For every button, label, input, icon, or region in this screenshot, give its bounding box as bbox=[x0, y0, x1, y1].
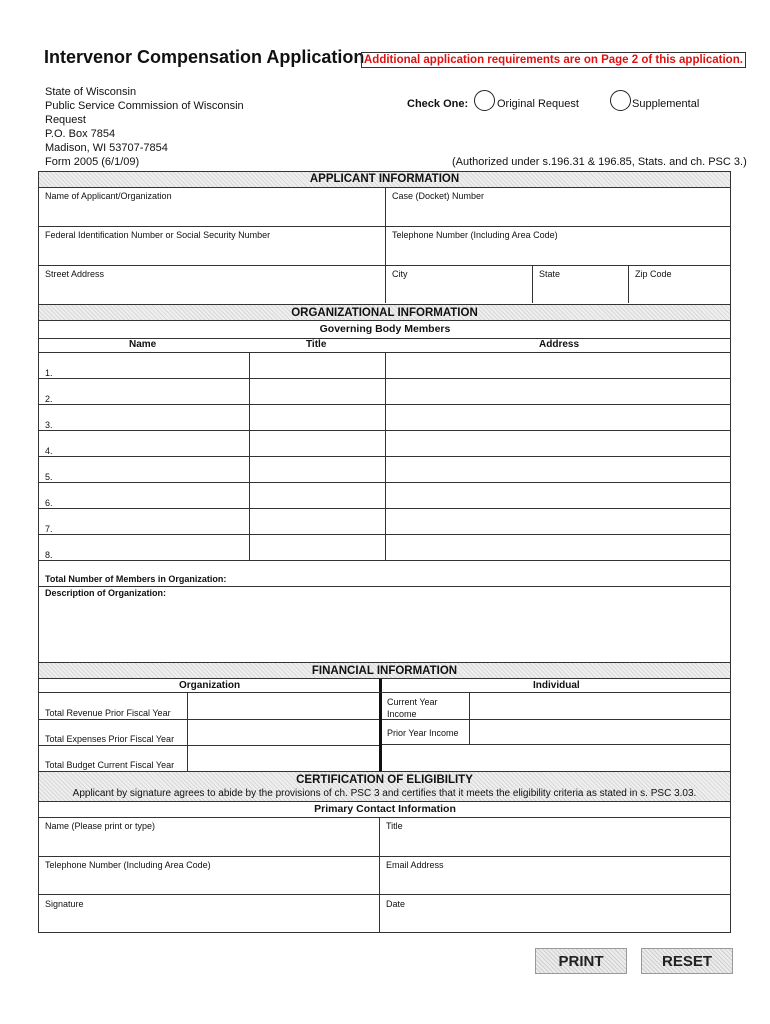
member-row-number: 1. bbox=[45, 368, 53, 378]
organizational-section-header: ORGANIZATIONAL INFORMATION bbox=[39, 304, 730, 321]
zip-code-label: Zip Code bbox=[635, 269, 672, 279]
current-income-label-line: Current Year bbox=[387, 697, 438, 707]
divider bbox=[382, 744, 731, 745]
organization-heading: Organization bbox=[179, 680, 241, 691]
current-income-field[interactable] bbox=[470, 693, 731, 719]
original-request-label: Original Request bbox=[497, 98, 579, 110]
address-line: Request bbox=[45, 114, 86, 126]
contact-title-field[interactable] bbox=[380, 818, 731, 856]
divider bbox=[39, 586, 731, 587]
financial-section-header: FINANCIAL INFORMATION bbox=[39, 662, 730, 679]
address-line: Madison, WI 53707-7854 bbox=[45, 142, 168, 154]
current-income-label-line: Income bbox=[387, 709, 417, 719]
agency-address bbox=[45, 85, 244, 169]
applicant-phone-label: Telephone Number (Including Area Code) bbox=[392, 230, 558, 240]
col-address-header: Address bbox=[539, 339, 580, 350]
expenses-label: Total Expenses Prior Fiscal Year bbox=[45, 734, 175, 744]
individual-heading: Individual bbox=[533, 680, 580, 691]
member-row-number: 7. bbox=[45, 524, 53, 534]
contact-phone-label: Telephone Number (Including Area Code) bbox=[45, 860, 211, 870]
member-row-number: 6. bbox=[45, 498, 53, 508]
applicant-section-header: APPLICANT INFORMATION bbox=[39, 172, 730, 188]
member-title-fields[interactable] bbox=[250, 353, 385, 560]
prior-income-label: Prior Year Income bbox=[387, 728, 459, 738]
budget-field[interactable] bbox=[188, 746, 378, 771]
member-name-fields[interactable] bbox=[39, 353, 249, 560]
reset-button[interactable]: RESET bbox=[641, 948, 733, 974]
print-button[interactable]: PRINT bbox=[535, 948, 627, 974]
state-label: State bbox=[539, 269, 561, 279]
prior-income-field[interactable] bbox=[470, 720, 731, 744]
case-number-label: Case (Docket) Number bbox=[392, 191, 485, 201]
governing-body-heading: Governing Body Members bbox=[319, 323, 451, 335]
divider bbox=[39, 560, 731, 561]
member-row-number: 8. bbox=[45, 550, 53, 560]
supplemental-label: Supplemental bbox=[632, 98, 700, 110]
expenses-field[interactable] bbox=[188, 720, 378, 745]
form-number: Form 2005 (6/1/09) bbox=[45, 156, 140, 168]
contact-name-label: Name (Please print or type) bbox=[45, 821, 156, 831]
street-address-label: Street Address bbox=[45, 269, 105, 279]
contact-email-label: Email Address bbox=[386, 860, 444, 870]
col-name-header: Name bbox=[129, 339, 157, 350]
check-one-label: Check One: bbox=[407, 98, 469, 110]
supplemental-radio[interactable] bbox=[610, 90, 631, 111]
signature-field[interactable] bbox=[39, 895, 379, 933]
description-label: Description of Organization: bbox=[45, 588, 167, 598]
member-row-number: 3. bbox=[45, 420, 53, 430]
member-row-number: 2. bbox=[45, 394, 53, 404]
form-title: Intervenor Compensation Application bbox=[44, 47, 365, 67]
col-title-header: Title bbox=[306, 339, 327, 350]
certification-statement: Applicant by signature agrees to abide by the provisions of ch. PSC 3 and certifies that it meets the eligibility criteria as stated in s. PSC 3.03. bbox=[72, 788, 697, 799]
application-form bbox=[38, 171, 731, 933]
certification-section-header bbox=[39, 771, 730, 802]
city-label: City bbox=[392, 269, 408, 279]
date-label: Date bbox=[386, 899, 406, 909]
member-row-number: 4. bbox=[45, 446, 53, 456]
address-line: P.O. Box 7854 bbox=[45, 128, 116, 140]
current-income-label bbox=[387, 696, 438, 720]
original-request-radio[interactable] bbox=[474, 90, 495, 111]
fein-ssn-label: Federal Identification Number or Social Security Number bbox=[45, 230, 271, 240]
page-2-notice: Additional application requirements are on Page 2 of this application. bbox=[361, 52, 746, 68]
primary-contact-heading: Primary Contact Information bbox=[314, 803, 456, 815]
budget-label: Total Budget Current Fiscal Year bbox=[45, 760, 175, 770]
statutory-authority: (Authorized under s.196.31 & 196.85, Stats. and ch. PSC 3.) bbox=[452, 156, 747, 168]
signature-label: Signature bbox=[45, 899, 84, 909]
total-members-field[interactable] bbox=[259, 572, 729, 585]
member-row-number: 5. bbox=[45, 472, 53, 482]
address-line: State of Wisconsin bbox=[45, 86, 137, 98]
certification-title: CERTIFICATION OF ELIGIBILITY bbox=[296, 774, 473, 786]
applicant-name-label: Name of Applicant/Organization bbox=[45, 191, 172, 201]
address-line: Public Service Commission of Wisconsin bbox=[45, 100, 244, 112]
description-field[interactable] bbox=[39, 600, 731, 662]
revenue-label: Total Revenue Prior Fiscal Year bbox=[45, 708, 171, 718]
total-members-label: Total Number of Members in Organization: bbox=[45, 574, 227, 584]
contact-title-label: Title bbox=[386, 821, 403, 831]
date-field[interactable] bbox=[380, 895, 731, 933]
member-address-fields[interactable] bbox=[386, 353, 731, 560]
revenue-field[interactable] bbox=[188, 693, 378, 719]
